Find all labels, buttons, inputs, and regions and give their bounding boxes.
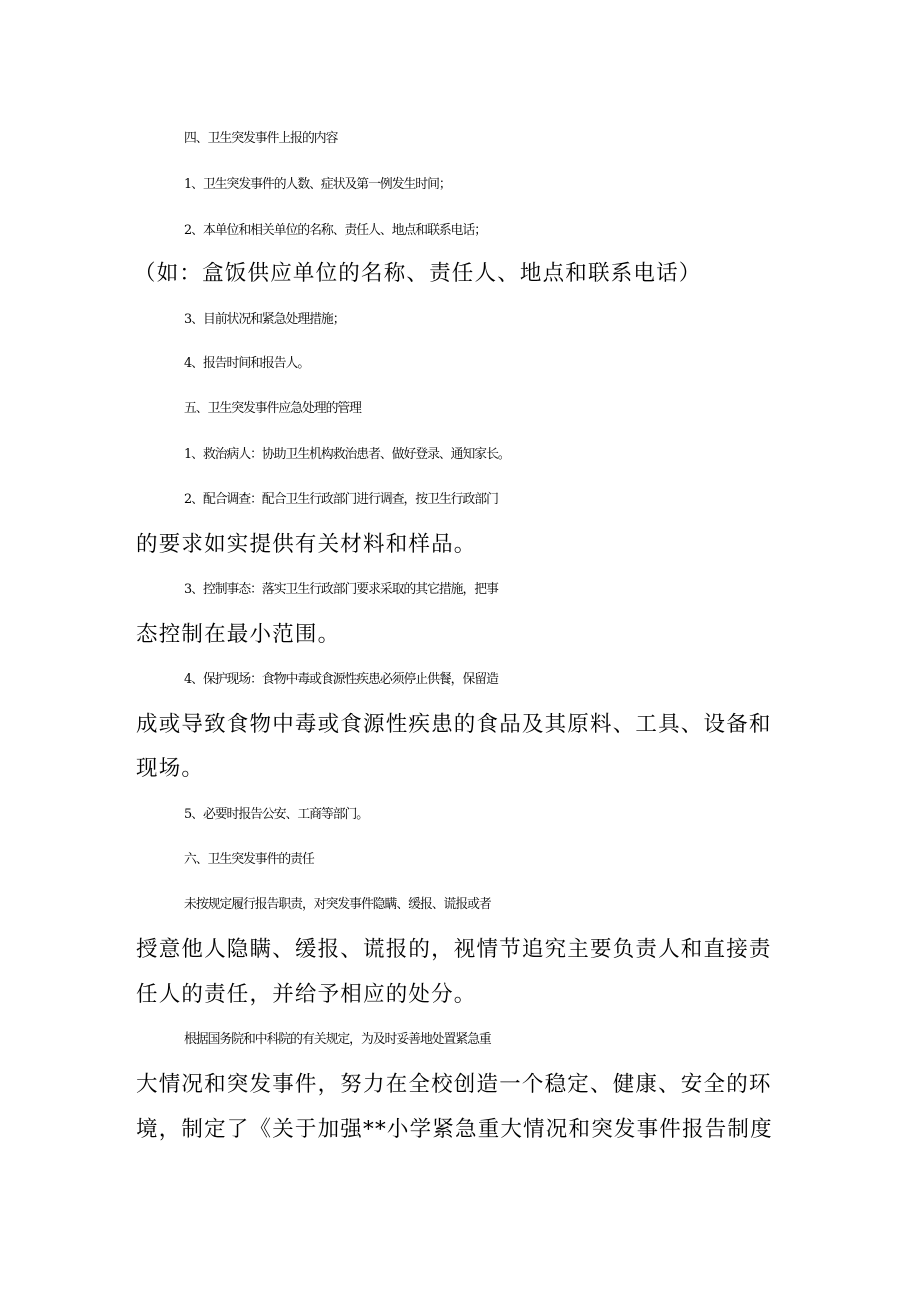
paragraph-line: 大情况和突发事件，努力在全校创造一个稳定、健康、安全的环 bbox=[136, 1072, 772, 1097]
paragraph-line: 的要求如实提供有关材料和样品。 bbox=[136, 532, 477, 557]
paragraph-line: （如：盒饭供应单位的名称、责任人、地点和联系电话） bbox=[134, 261, 702, 286]
paragraph-line: 根据国务院和中科院的有关规定，为及时妥善地处置紧急重 bbox=[184, 1032, 491, 1047]
paragraph-line: 1、救治病人：协助卫生机构救治患者、做好登录、通知家长。 bbox=[184, 447, 510, 462]
paragraph-line: 境，制定了《关于加强**小学紧急重大情况和突发事件报告制度 bbox=[136, 1117, 773, 1142]
paragraph-line: 成或导致食物中毒或食源性疾患的食品及其原料、工具、设备和 bbox=[136, 712, 772, 737]
section-heading-4: 四、卫生突发事件上报的内容 bbox=[184, 131, 338, 146]
paragraph-line: 现场。 bbox=[136, 756, 205, 781]
section-heading-6: 六、卫生突发事件的责任 bbox=[184, 852, 314, 867]
paragraph-line: 3、控制事态：落实卫生行政部门要求采取的其它措施，把事 bbox=[184, 582, 498, 597]
paragraph-line: 4、报告时间和报告人。 bbox=[184, 356, 310, 371]
paragraph-line: 1、卫生突发事件的人数、症状及第一例发生时间； bbox=[184, 177, 451, 192]
paragraph-line: 态控制在最小范围。 bbox=[136, 622, 341, 647]
paragraph-line: 授意他人隐瞒、缓报、谎报的，视情节追究主要负责人和直接责 bbox=[136, 937, 772, 962]
paragraph-line: 3、目前状况和紧急处理措施； bbox=[184, 312, 345, 327]
paragraph-line: 任人的责任，并给予相应的处分。 bbox=[136, 982, 477, 1007]
paragraph-line: 2、本单位和相关单位的名称、责任人、地点和联系电话； bbox=[184, 223, 487, 238]
section-heading-5: 五、卫生突发事件应急处理的管理 bbox=[184, 401, 361, 416]
paragraph-line: 4、保护现场：食物中毒或食源性疾患必须停止供餐，保留造 bbox=[184, 672, 498, 687]
paragraph-line: 2、配合调查：配合卫生行政部门进行调查，按卫生行政部门 bbox=[184, 492, 498, 507]
paragraph-line: 未按规定履行报告职责，对突发事件隐瞒、缓报、谎报或者 bbox=[184, 897, 491, 912]
paragraph-line: 5、必要时报告公安、工商等部门。 bbox=[184, 807, 369, 822]
